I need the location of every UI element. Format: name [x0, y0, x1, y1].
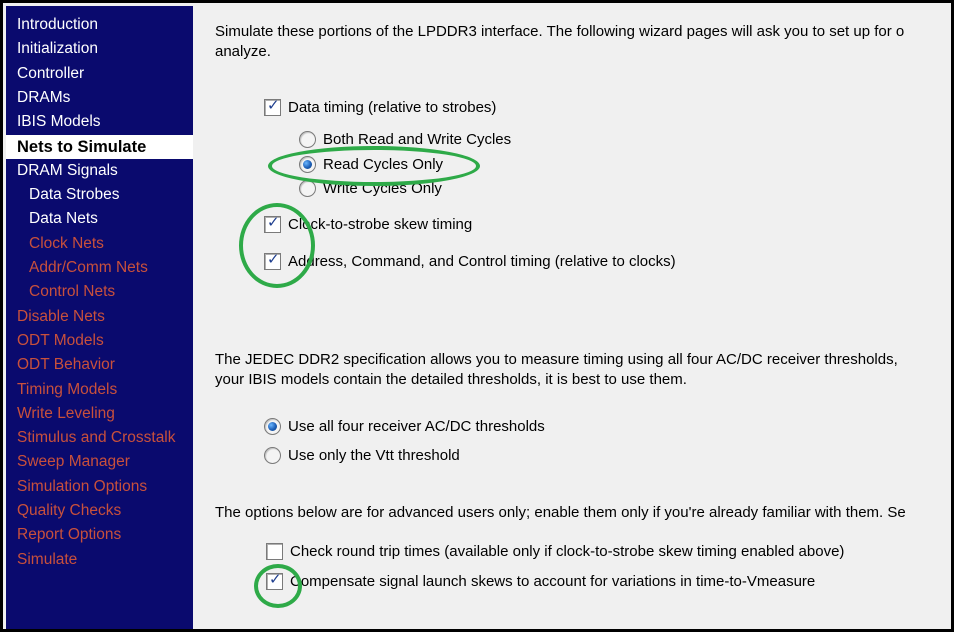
- sidebar-item-data-nets[interactable]: Data Nets: [29, 210, 98, 228]
- sidebar-item-odt-behavior[interactable]: ODT Behavior: [17, 356, 115, 374]
- sidebar-item-disable-nets[interactable]: Disable Nets: [17, 307, 105, 325]
- both-cycles-label: Both Read and Write Cycles: [323, 131, 512, 148]
- jedec-text-line-1: The JEDEC DDR2 specification allows you to measure timing using all four AC/DC receiver thresholds,: [215, 351, 898, 368]
- sidebar-item-introduction[interactable]: Introduction: [17, 16, 98, 33]
- intro-text-line-1: Simulate these portions of the LPDDR3 interface. The following wizard pages will ask you to set up for o: [215, 23, 905, 40]
- intro-text-line-2: analyze.: [215, 43, 271, 60]
- checkbox-box[interactable]: [266, 543, 283, 560]
- radio-button[interactable]: [264, 418, 281, 435]
- sidebar-item-data-strobes[interactable]: Data Strobes: [29, 186, 120, 204]
- data-timing-label: Data timing (relative to strobes): [288, 99, 497, 116]
- check-icon: ✓: [267, 214, 280, 231]
- radio-selected-dot: [303, 160, 312, 169]
- sidebar-item-dram-signals[interactable]: DRAM Signals: [17, 161, 118, 179]
- write-cycles-label: Write Cycles Only: [323, 180, 442, 197]
- check-icon: ✓: [267, 97, 280, 114]
- sidebar-item-write-leveling[interactable]: Write Leveling: [17, 404, 115, 422]
- advanced-text: The options below are for advanced users only; enable them only if you're already familiar with them. Se: [215, 504, 906, 521]
- sidebar-item-report-options[interactable]: Report Options: [17, 526, 122, 544]
- compensate-label: Compensate signal launch skews to account for variations in time-to-Vmeasure: [290, 573, 816, 590]
- sidebar-item-nets-to-simulate[interactable]: Nets to Simulate: [6, 135, 193, 159]
- sidebar-item-quality-checks[interactable]: Quality Checks: [17, 502, 122, 519]
- read-cycles-label: Read Cycles Only: [323, 156, 444, 173]
- sidebar-item-odt-models[interactable]: ODT Models: [17, 331, 104, 349]
- sidebar-item-initialization[interactable]: Initialization: [17, 40, 98, 58]
- check-icon: ✓: [269, 571, 282, 588]
- checkbox-box[interactable]: [264, 99, 281, 116]
- sidebar-item-simulation-options[interactable]: Simulation Options: [17, 477, 148, 495]
- sidebar-item-clock-nets[interactable]: Clock Nets: [29, 234, 104, 252]
- wizard-sidebar: [6, 6, 193, 632]
- checkbox-box[interactable]: [264, 253, 281, 270]
- sidebar-item-stimulus-and-crosstalk[interactable]: Stimulus and Crosstalk: [17, 429, 176, 447]
- sidebar-item-controller[interactable]: Controller: [17, 64, 85, 82]
- clock-strobe-skew-label: Clock-to-strobe skew timing: [288, 216, 473, 233]
- sidebar-item-control-nets[interactable]: Control Nets: [29, 283, 116, 301]
- jedec-text-line-2: your IBIS models contain the detailed thresholds, it is best to use them.: [215, 371, 687, 388]
- round-trip-label: Check round trip times (available only if clock-to-strobe skew timing enabled above): [290, 543, 845, 560]
- radio-button[interactable]: [299, 180, 316, 197]
- checkbox-box[interactable]: [264, 216, 281, 233]
- address-command-label: Address, Command, and Control timing (relative to clocks): [288, 253, 676, 270]
- radio-button[interactable]: [299, 131, 316, 148]
- sidebar-item-ibis-models[interactable]: IBIS Models: [17, 113, 101, 131]
- wizard-page: [193, 6, 954, 632]
- check-icon: ✓: [267, 251, 280, 268]
- checkbox-box[interactable]: [266, 573, 283, 590]
- sidebar-item-timing-models[interactable]: Timing Models: [17, 380, 118, 398]
- sidebar-item-simulate[interactable]: Simulate: [17, 550, 78, 568]
- radio-button[interactable]: [264, 447, 281, 464]
- sidebar-item-sweep-manager[interactable]: Sweep Manager: [17, 453, 130, 471]
- radio-button[interactable]: [299, 156, 316, 173]
- sidebar-item-addr-comm-nets[interactable]: Addr/Comm Nets: [29, 259, 148, 276]
- vtt-threshold-label: Use only the Vtt threshold: [288, 447, 460, 464]
- sidebar-item-drams[interactable]: DRAMs: [17, 88, 71, 106]
- all-thresholds-label: Use all four receiver AC/DC thresholds: [288, 418, 545, 435]
- radio-selected-dot: [268, 422, 277, 431]
